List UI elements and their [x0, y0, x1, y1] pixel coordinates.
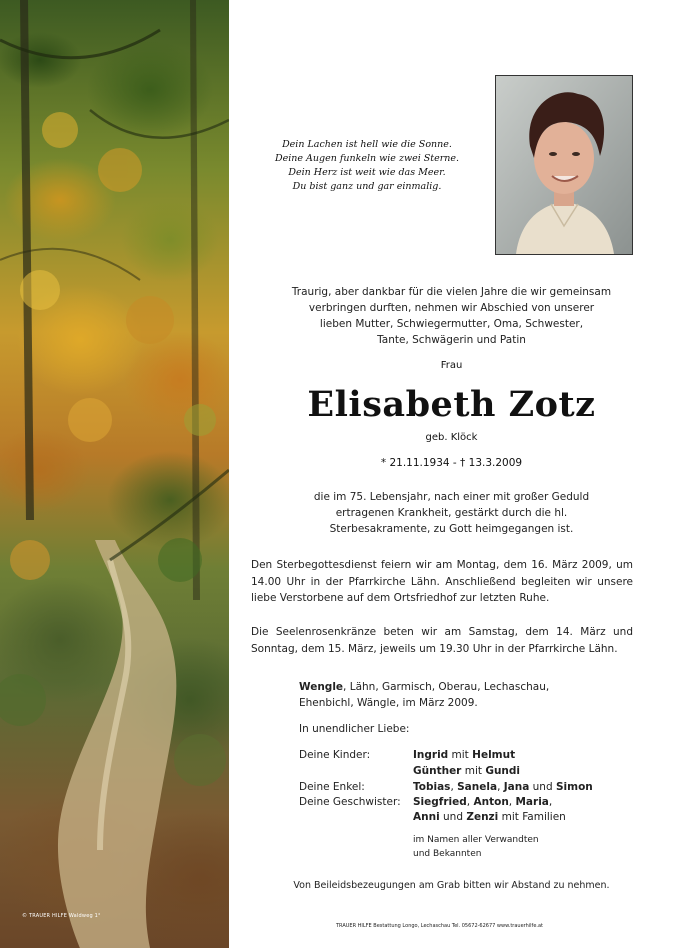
on-behalf-of: im Namen aller Verwandten und Bekannten [413, 835, 539, 859]
children-label: Deine Kinder: [299, 749, 371, 761]
grandchildren-line: Tobias, Sanela, Jana und Simon [413, 781, 593, 793]
poem [262, 138, 472, 194]
portrait-photo [495, 75, 633, 255]
siblings-line: Siegfried, Anton, Maria, [413, 796, 553, 808]
poem-line: Dein Herz ist weit wie das Meer. [288, 167, 446, 178]
siblings-label: Deine Geschwister: [299, 796, 401, 808]
place-highlight: Wengle [299, 681, 344, 693]
siblings-line: Anni und Zenzi mit Familien [413, 811, 566, 823]
undertaker-credit: TRAUER HILFE Bestattung Longo, Lechaschau Tel. 05672-62677 www.trauerhilfe.at [336, 923, 544, 929]
birth-name: geb. Klöck [425, 432, 478, 443]
forest-path-image [0, 0, 229, 948]
death-statement [229, 489, 674, 537]
children-line: Ingrid mit Helmut [413, 749, 516, 761]
in-love-heading: In unendlicher Liebe: [299, 723, 410, 735]
death-statement-line: die im 75. Lebensjahr, nach einer mit großer Geduld [313, 491, 590, 503]
intro-line: lieben Mutter, Schwiegermutter, Oma, Schwester, [319, 318, 584, 330]
condolence-request: Von Beileidsbezeugungen am Grab bitten wir Abstand zu nehmen. [293, 880, 610, 891]
intro-text [229, 284, 674, 348]
intro-line: verbringen durften, nehmen wir Abschied von unserer [308, 302, 595, 314]
salutation: Frau [440, 360, 463, 371]
poem-line: Dein Lachen ist hell wie die Sonne. [282, 139, 452, 150]
intro-line: Tante, Schwägerin und Patin [377, 334, 526, 346]
places-and-date: Wengle, Lähn, Garmisch, Oberau, Lechaschau, Ehenbichl, Wängle, im März 2009. [299, 681, 550, 709]
grandchildren-label: Deine Enkel: [299, 781, 365, 793]
death-statement-line: Sterbesakramente, zu Gott heimgegangen ist. [329, 523, 574, 535]
poem-line: Deine Augen funkeln wie zwei Sterne. [274, 153, 460, 164]
funeral-service-paragraph: Den Sterbegottesdienst feiern wir am Montag, dem 16. März 2009, um 14.00 Uhr in der Pfarrkirche Lähn. Anschließend begleiten wir unsere liebe Verstorbene auf dem Ortsfriedhof zur letzten Ruhe. [251, 559, 633, 604]
life-dates: * 21.11.1934 - † 13.3.2009 [380, 457, 523, 469]
intro-line: Traurig, aber dankbar für die vielen Jahre die wir gemeinsam [291, 286, 612, 298]
children-line: Günther mit Gundi [413, 765, 521, 777]
rosary-paragraph: Die Seelenrosenkränze beten wir am Samstag, dem 14. März und Sonntag, dem 15. März, jeweils um 19.30 Uhr in der Pfarrkirche Lähn. [251, 626, 633, 655]
poem-line: Du bist ganz und gar einmalig. [292, 181, 442, 192]
deceased-name: Elisabeth Zotz [307, 384, 596, 425]
photo-credit: © TRAUER HILFE Waldweg 1° [22, 913, 101, 919]
death-statement-line: ertragenen Krankheit, gestärkt durch die hl. [335, 507, 568, 519]
